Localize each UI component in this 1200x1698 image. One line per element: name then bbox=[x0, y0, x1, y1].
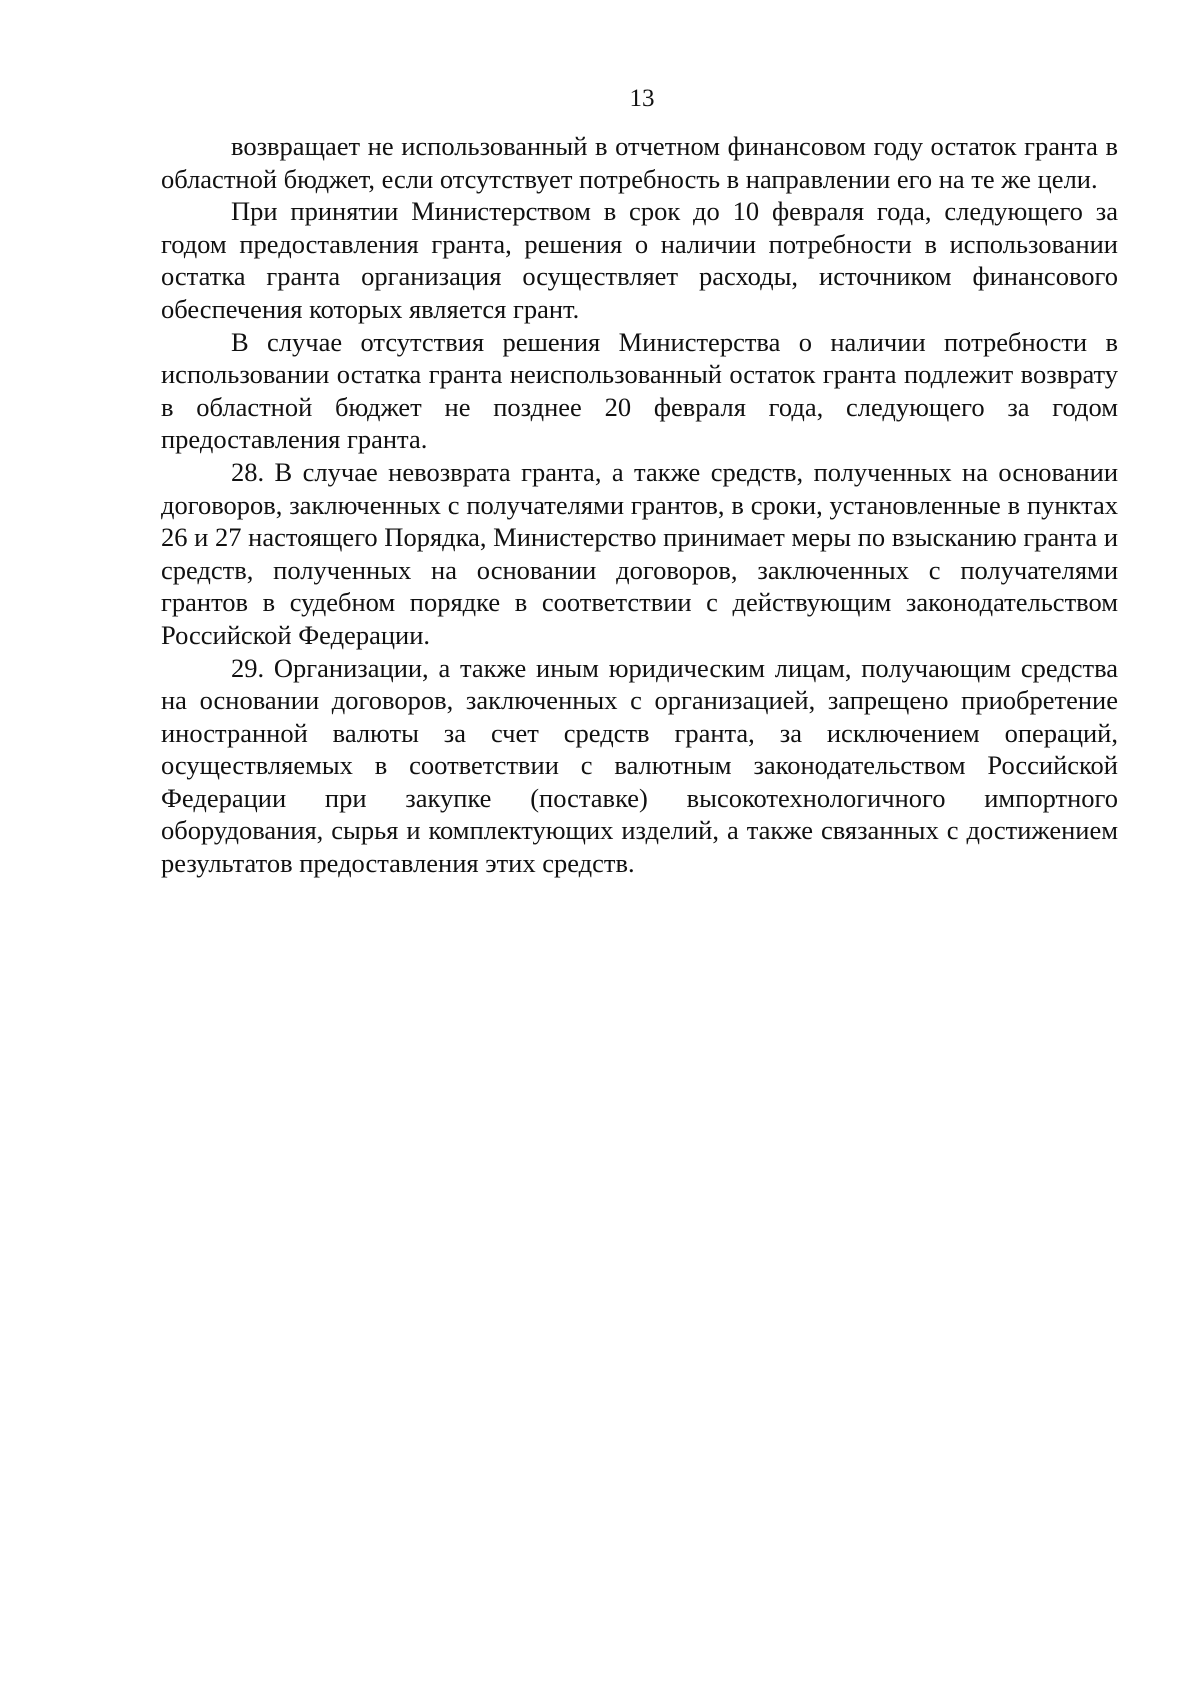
paragraph-item-29: 29. Организации, а также иным юридическим лицам, получающим средства на основании договоров, заключенных с организацией, запрещено приобретение иностранной валюты за счет средств гранта, за исключением операций, осуществляемых в соответствии с валютным законодательством Российской Федерации при закупке (поставке) высокотехнологичного импортного оборудования, сырья и комплектующих изделий, а также связанных с достижением результатов предоставления этих средств. bbox=[161, 652, 1118, 879]
paragraph-item-28: 28. В случае невозврата гранта, а также средств, полученных на основании договоров, заключенных с получателями грантов, в сроки, установленные в пунктах 26 и 27 настоящего Порядка, Министерство принимает меры по взысканию гранта и средств, полученных на основании договоров, заключенных с получателями грантов в судебном порядке в соответствии с действующим законодательством Российской Федерации. bbox=[161, 456, 1118, 650]
paragraph-grant-balance-decision: При принятии Министерством в срок до 10 февраля года, следующего за годом предоставления гранта, решения о наличии потребности в использовании остатка гранта организация осуществляет расходы, источником финансового обеспечения которых является грант. bbox=[161, 196, 1118, 324]
paragraph-continuation: возвращает не использованный в отчетном финансовом году остаток гранта в областной бюджет, если отсутствует потребность в направлении его на те же цели. bbox=[161, 131, 1118, 194]
paragraph-grant-balance-return: В случае отсутствия решения Министерства о наличии потребности в использовании остатка гранта неиспользованный остаток гранта подлежит возврату в областной бюджет не позднее 20 февраля года, следующего за годом предоставления гранта. bbox=[161, 326, 1118, 455]
document-body bbox=[161, 130, 1118, 880]
page-number: 13 bbox=[629, 85, 655, 112]
